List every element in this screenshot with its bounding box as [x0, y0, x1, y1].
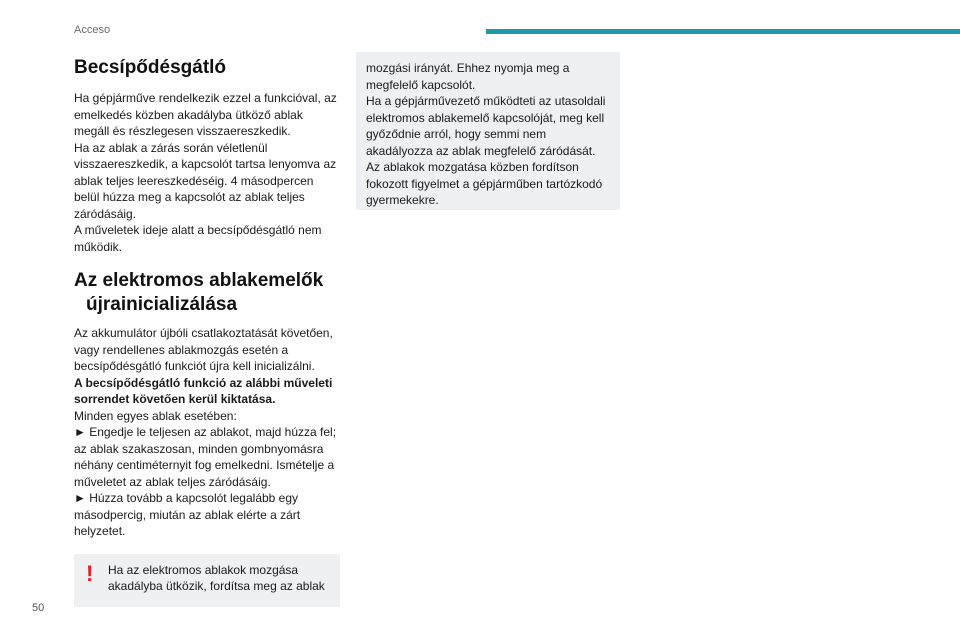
note-line-3: Az ablakok mozgatása közben fordítson fokozott figyelmet a gépjárműben tartózkodó gyermekekre.: [366, 160, 603, 207]
heading-reinitialization: Az elektromos ablakemelők újrainicializálása: [74, 270, 324, 315]
paragraph-4: Az akkumulátor újbóli csatlakoztatását követően, vagy rendellenes ablakmozgás esetén a becsípődésgátló funkciót újra kell inicializálni.: [74, 326, 333, 373]
heading-anti-pinch: Becsípődésgátló: [74, 57, 227, 78]
warning-continuation-box: [356, 52, 620, 210]
right-column: [356, 52, 620, 210]
section-label: Acceso: [74, 24, 111, 36]
paragraph-1: Ha gépjárműve rendelkezik ezzel a funkcióval, az emelkedés közben akadályba ütköző ablak megáll és részlegesen visszaereszkedik.: [74, 91, 337, 138]
note-line-2: Ha a gépjárművezető működteti az utasoldali elektromos ablakemelő kapcsolóját, meg kell győződnie arról, hogy semmi nem akadályozza az ablak megfelelő záródását.: [366, 94, 606, 158]
left-column: [74, 56, 340, 607]
paragraph-5: Minden egyes ablak esetében:: [74, 408, 237, 423]
warning-icon: !: [86, 560, 94, 586]
page-number: 50: [32, 602, 45, 614]
warning-text: Ha az elektromos ablakok mozgása akadályba ütközik, fordítsa meg az ablak: [108, 562, 325, 593]
note-line-1: mozgási irányát. Ehhez nyomja meg a megfelelő kapcsolót.: [366, 61, 570, 92]
step-2: ► Húzza tovább a kapcsolót legalább egy másodpercig, miután az ablak elérte a zárt helyzetet.: [74, 491, 301, 538]
paragraph-3: A műveletek ideje alatt a becsípődésgátló nem működik.: [74, 223, 322, 254]
paragraph-2: Ha az ablak a zárás során véletlenül visszaereszkedik, a kapcsolót tartsa lenyomva az ablak teljes leereszkedéséig. 4 másodpercen belül húzza meg a kapcsolót az ablak teljes záródásáig.: [74, 140, 337, 221]
step-1: ► Engedje le teljesen az ablakot, majd húzza fel; az ablak szakaszosan, minden gombnyomásra néhány centiméternyit fog emelkedni. Ismételje a műveletet az ablak teljes záródásáig.: [74, 425, 337, 489]
warning-box: [74, 554, 340, 607]
paragraph-bold: A becsípődésgátló funkció az alábbi műveleti sorrendet követően kerül kiktatása.: [74, 375, 333, 406]
accent-bar: [486, 29, 960, 34]
